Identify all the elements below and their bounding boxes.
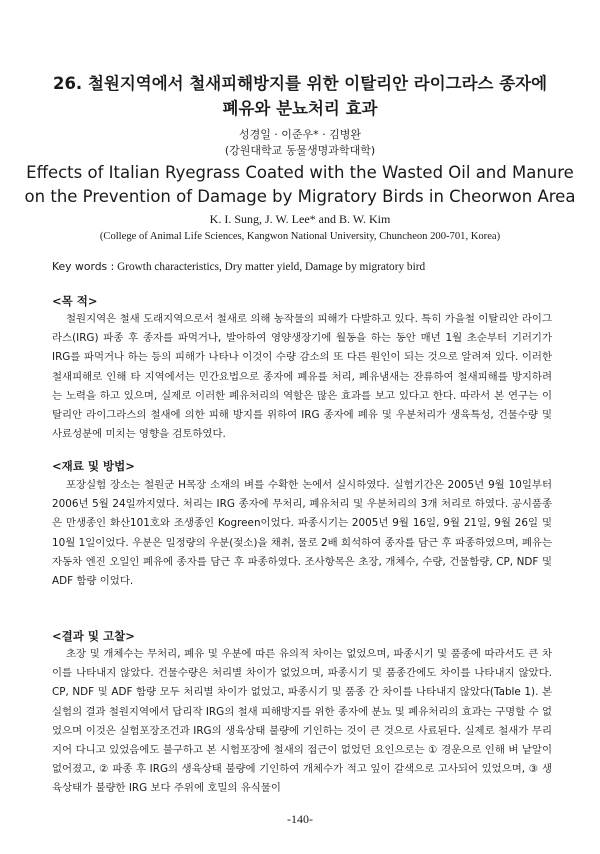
section-body-methods: 포장실험 장소는 철원군 H목장 소재의 벼를 수확한 논에서 실시하였다. 실험기간은 2005년 9월 10일부터 2006년 5월 24일까지였다. 처리는 IRG 종자에 무처리, 폐유처리 및 우분처리의 3개 처리로 하였다. 공시품종은 만생종인 화산101호와 조생종인 Kogreen이었다. 파종시기는 2005년 9월 16일, 9월 21일, 9월 26일 및 10월 1일이었다. 우분은 일정량의 우분(젖소)을 채취, 물로 2배 희석하여 종자를 담근 후 파종하였으며, 폐유는 자동차 엔진 오일인 폐유에 종자를 담근 후 파종하였다. 조사항목은 초장, 개체수, 수량, 건물함량, CP, NDF 및 ADF 함량 이었다. xyxy=(52,479,552,588)
english-title-line2: on the Prevention of Damage by Migratory Birds in Cheorwon Area xyxy=(24,187,576,206)
keywords-text: Growth characteristics, Dry matter yield, Damage by migratory bird xyxy=(117,261,426,273)
page-number: -140- xyxy=(287,812,313,826)
section-body-results: 초장 및 개체수는 무처리, 폐유 및 우분에 따른 유의적 차이는 없었으며, 파종시기 및 품종에 따라서도 큰 차이를 나타내지 않았다. 건물수량은 처리별 차이가 없었으며, 파종시기 및 품종간에도 차이를 나타내지 않았다. CP, NDF 및 ADF 함량 모두 처리별 차이가 없었고, 파종시기 및 품종 간 차이를 나타내지 않았다(Table 1). 본 실험의 결과 철원지역에서 답리작 IRG의 철새 피해방지를 위한 종자에 분뇨 및 폐유처리의 효과는 구명할 수 없었으며 이것은 실험포장조건과 IRG의 생육상태 불량에 기인하는 것이 큰 것으로 사료된다. 실제로 철새가 무리 지어 다니고 있었음에도 불구하고 본 시험포장에 철새의 접근이 없었던 요인으로는 ① 경운으로 인해 벼 낱알이 없어졌고, ② 파종 후 IRG의 생육상태 불량에 기인하여 개체수가 적고 잎이 갈색으로 고사되어 있었으며, ③ 생육상태가 불량한 IRG 보다 주위에 호밀의 유식물이 xyxy=(52,648,552,795)
korean-title-line1: 26. 철원지역에서 철새피해방지를 위한 이탈리안 라이그라스 종자에 xyxy=(52,74,548,93)
keywords-label: Key words : xyxy=(52,260,115,273)
english-affiliation: (College of Animal Life Sciences, Kangwon National University, Chuncheon 200-701, Korea) xyxy=(99,231,501,242)
english-title-line1: Effects of Italian Ryegrass Coated with the Wasted Oil and Manure xyxy=(26,163,574,182)
section-body-objective: 철원지역은 철새 도래지역으로서 철새로 의해 농작물의 피해가 다발하고 있다. 특히 가을철 이탈리안 라이그라스(IRG) 파종 후 종자를 파먹거나, 발아하여 영양생장기에 월동을 하는 동안 매년 1월 초순부터 기러기가 IRG를 파먹거나 하는 등의 피해가 나타나 이것이 수량 감소의 또 다른 원인이 되는 것으로 알려져 있다. 이러한 철새피해로 인해 타 지역에서는 민간요법으로 종자에 폐유를 처리, 폐유냄새는 잔류하여 철새피해를 방지하려는 노력을 하고 있으며, 실제로 이러한 폐유처리의 역할은 많은 효과를 보고 있다고 한다. 따라서 본 연구는 이탈리안 라이그라스의 철새에 의한 피해 방지를 위하여 IRG 종자에 폐유 및 우분처리가 생육특성, 건물수량 및 사료성분에 미치는 영향을 검토하였다. xyxy=(52,313,552,441)
section-heading-methods: <재료 및 방법> xyxy=(52,459,135,473)
korean-authors: 성경일 · 이준우* · 김병완 xyxy=(238,128,362,141)
english-authors: K. I. Sung, J. W. Lee* and B. W. Kim xyxy=(209,212,391,226)
section-heading-objective: <목 적> xyxy=(52,294,98,308)
keywords xyxy=(52,260,572,273)
korean-affiliation: (강원대학교 동물생명과학대학) xyxy=(224,144,376,157)
korean-title-line2: 폐유와 분뇨처리 효과 xyxy=(222,99,378,118)
section-heading-results: <결과 및 고찰> xyxy=(52,629,135,643)
